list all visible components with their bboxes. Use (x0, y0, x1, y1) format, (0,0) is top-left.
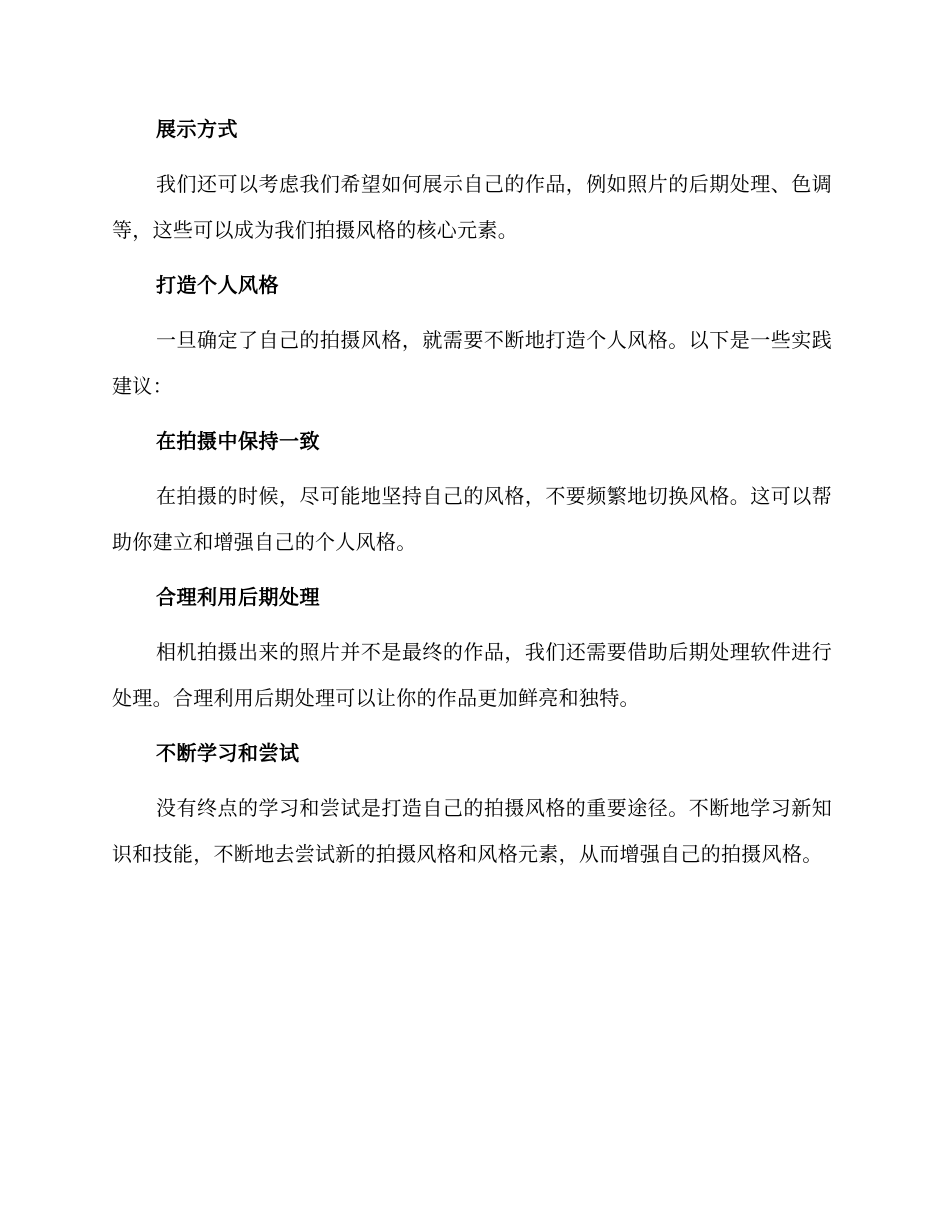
section-heading-stay-consistent: 在拍摄中保持一致 (156, 429, 320, 453)
section-heading-build-personal-style: 打造个人风格 (156, 273, 279, 297)
section-heading-keep-learning: 不断学习和尝试 (156, 741, 300, 765)
section-paragraph-post-processing: 相机拍摄出来的照片并不是最终的作品，我们还需要借助后期处理软件进行处理。合理利用后期处理可以让你的作品更加鲜亮和独特。 (112, 640, 832, 710)
section-paragraph-keep-learning: 没有终点的学习和尝试是打造自己的拍摄风格的重要途径。不断地学习新知识和技能，不断地去尝试新的拍摄风格和风格元素，从而增强自己的拍摄风格。 (112, 796, 832, 866)
section-paragraph-display-method: 我们还可以考虑我们希望如何展示自己的作品，例如照片的后期处理、色调等，这些可以成为我们拍摄风格的核心元素。 (112, 172, 832, 242)
section-paragraph-build-personal-style: 一旦确定了自己的拍摄风格，就需要不断地打造个人风格。以下是一些实践建议： (112, 328, 832, 398)
document-body (112, 105, 832, 885)
section-heading-post-processing: 合理利用后期处理 (156, 585, 320, 609)
section-paragraph-stay-consistent: 在拍摄的时候，尽可能地坚持自己的风格，不要频繁地切换风格。这可以帮助你建立和增强自己的个人风格。 (112, 484, 832, 554)
section-heading-display-method: 展示方式 (156, 117, 238, 141)
